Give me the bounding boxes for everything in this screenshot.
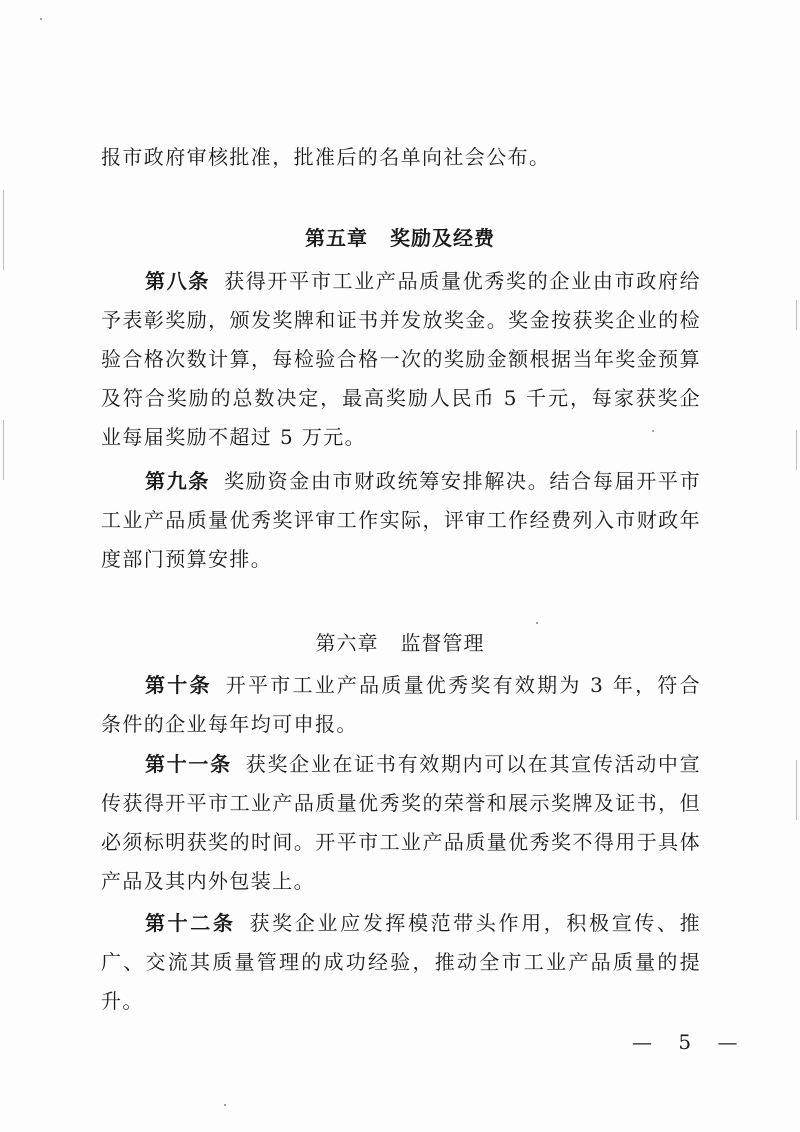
article-text: 获奖企业应发挥模范带头作用，积极宣传、推广、交流其质量管理的成功经验，推动全市工业产品质量的提升。: [101, 911, 701, 1013]
article-8: [101, 262, 701, 457]
article-text: 获奖企业在证书有效期内可以在其宣传活动中宣传获得开平市工业产品质量优秀奖的荣誉和展示奖牌及证书，但必须标明获奖的时间。开平市工业产品质量优秀奖不得用于具体产品及其内外包装上。: [101, 752, 701, 893]
chapter-title: 监督管理: [400, 631, 485, 655]
article-label: 第九条: [145, 469, 211, 493]
scan-speck: [224, 1104, 226, 1106]
continuation-paragraph: 报市政府审核批准，批准后的名单向社会公布。: [101, 145, 551, 169]
article-text: 开平市工业产品质量优秀奖有效期为 3 年，符合条件的企业每年均可申报。: [101, 673, 702, 736]
scan-edge-mark: [796, 760, 797, 820]
article-label: 第十二条: [145, 911, 236, 935]
chapter-heading-6: [0, 627, 800, 656]
scan-edge-mark: [796, 300, 797, 330]
article-9: [101, 462, 701, 579]
chapter-heading-5: [0, 222, 800, 251]
scan-edge-mark: [3, 190, 4, 270]
article-12: [101, 904, 701, 1021]
scan-speck: [652, 430, 654, 432]
article-label: 第十条: [145, 673, 212, 697]
article-11: [101, 745, 701, 901]
chapter-title: 奖励及经费: [390, 226, 495, 250]
scan-edge-mark: [3, 420, 4, 480]
chapter-number: 第六章: [315, 631, 379, 655]
article-label: 第十一条: [145, 752, 232, 776]
scan-speck: [40, 18, 42, 20]
article-label: 第八条: [145, 269, 211, 293]
chapter-number: 第五章: [305, 226, 368, 250]
page-number: — 5 —: [632, 1030, 748, 1054]
article-text: 获得开平市工业产品质量优秀奖的企业由市政府给予表彰奖励，颁发奖牌和证书并发放奖金。奖金按获奖企业的检验合格次数计算，每检验合格一次的奖励金额根据当年奖金预算及符合奖励的总数决定，最高奖励人民币 5 千元，每家获奖企业每届奖励不超过 5 万元。: [101, 269, 701, 449]
article-text: 奖励资金由市财政统筹安排解决。结合每届开平市工业产品质量优秀奖评审工作实际，评审工作经费列入市财政年度部门预算安排。: [101, 469, 701, 571]
article-10: [101, 666, 701, 744]
scan-edge-mark: [796, 430, 797, 470]
scan-speck: [536, 622, 538, 624]
